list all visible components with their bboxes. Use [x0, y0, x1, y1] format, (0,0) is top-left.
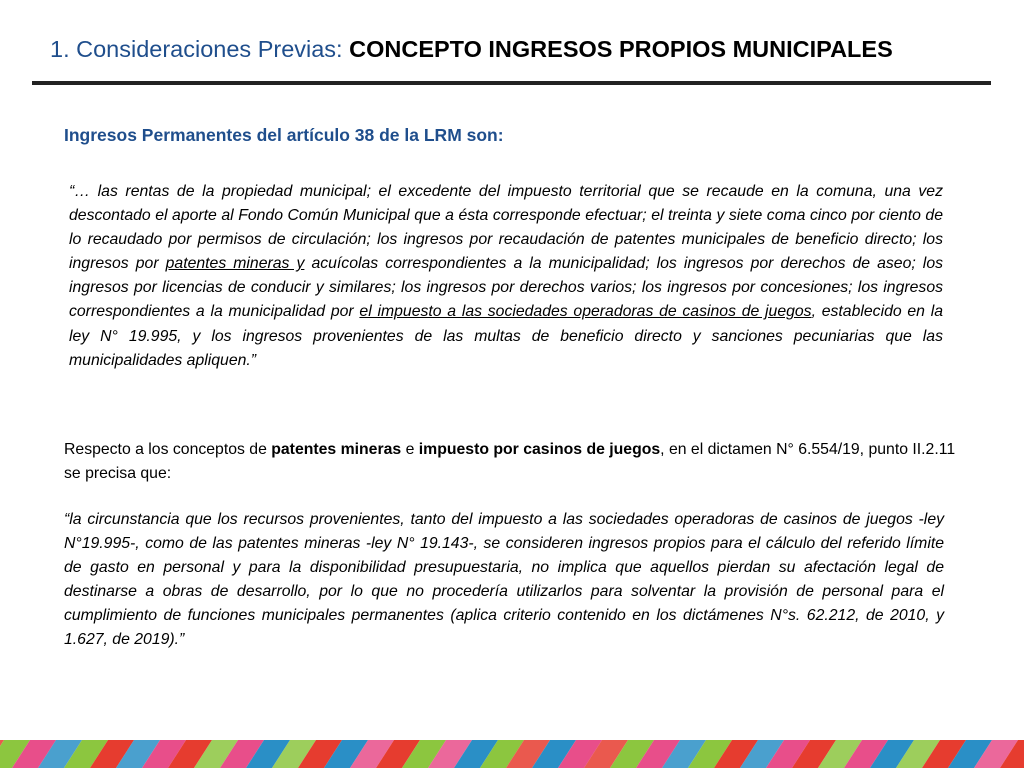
- dictamen-intro-t1: Respecto a los conceptos de: [64, 441, 272, 458]
- law-quote: [69, 180, 943, 373]
- dictamen-quote: “la circunstancia que los recursos provenientes, tanto del impuesto a las sociedades operadoras de casinos de juegos -ley N°19.995-, como de las patentes mineras -ley N° 19.143-, se consideren ingresos propios para el cálculo del referido límite de gasto en personal y para la disponibilidad presupuestaria, no implica que aquellos pierdan su afectación legal de destinarse a obras de desarrollo, por lo que no procedería utilizarlos para solventar la provisión de personal para el cumplimiento de funciones municipales permanentes (aplica criterio contenido en los dictámenes N°s. 62.212, de 2010, y 1.627, de 2019).”: [64, 511, 944, 649]
- page-title: [50, 34, 990, 64]
- law-quote-part1: “… las rentas de la propiedad municipal; el excedente del impuesto territorial que se recaude en la comuna, una vez descontado el aporte al Fondo Común Municipal que a ésta corresponde efectuar; el treinta y siete coma cinco por ciento de lo recaudado por permisos de circulación; los ingresos por recaudación de patentes municipales de beneficio directo; los ingresos por: [69, 183, 943, 273]
- section-subtitle: Ingresos Permanentes del artículo 38 de la LRM son:: [64, 125, 504, 145]
- dictamen-intro-t2: e: [401, 441, 419, 458]
- law-quote-underline-casinos: el impuesto a las sociedades operadoras de casinos de juegos: [359, 303, 812, 321]
- footer-stripes: [0, 740, 1024, 768]
- law-quote-part3: , establecido en la ley N° 19.995, y los ingresos provenientes de las multas de beneficio directo y sanciones pecuniarias que las municipalidades apliquen.”: [69, 303, 944, 369]
- decorative-footer-band: [0, 740, 1024, 768]
- dictamen-intro-b2: impuesto por casinos de juegos: [418, 441, 661, 458]
- dictamen-intro-t3: , en el dictamen N° 6.554/19, punto II.2.11 se precisa que:: [64, 441, 956, 482]
- dictamen-intro: [64, 438, 964, 486]
- title-prefix: 1. Consideraciones Previas:: [50, 36, 350, 62]
- law-quote-part2: acuícolas correspondientes a la municipalidad; los ingresos por derechos de aseo; los ingresos por licencias de conducir y similares; los ingresos por derechos varios; los ingresos por concesiones; los ingresos correspondientes a la municipalidad por: [69, 255, 943, 321]
- law-quote-underline-mineras: patentes mineras y: [165, 255, 305, 273]
- title-divider: [32, 81, 991, 85]
- title-main: CONCEPTO INGRESOS PROPIOS MUNICIPALES: [349, 36, 893, 62]
- dictamen-intro-b1: patentes mineras: [271, 441, 402, 458]
